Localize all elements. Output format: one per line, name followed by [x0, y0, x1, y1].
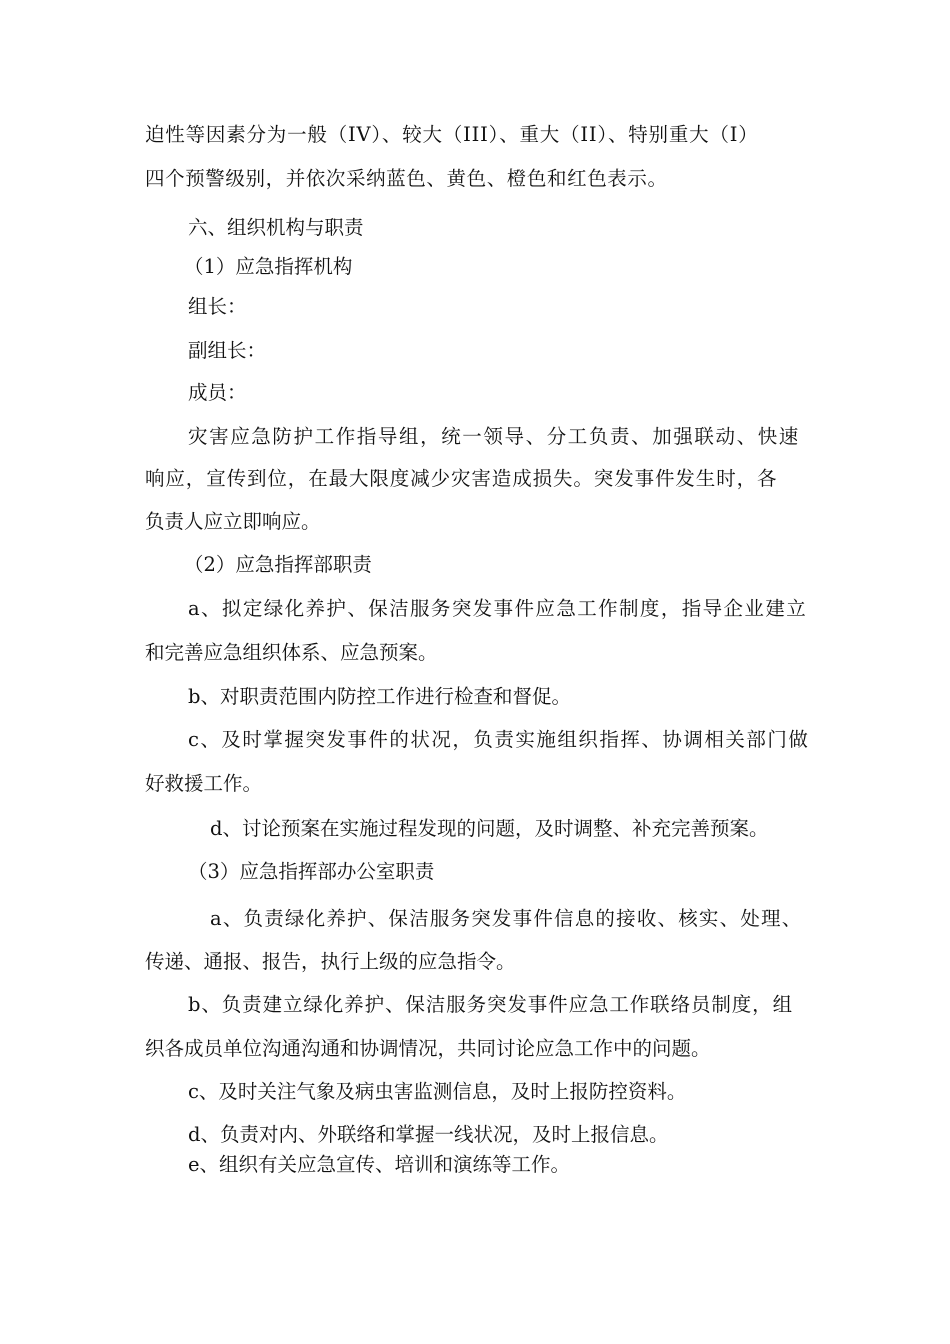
text-line-1: 迫性等因素分为一般（IV）、较大（III）、重大（II）、特别重大（I）: [145, 123, 759, 146]
text-line-24: d、负责对内、外联络和掌握一线状况，及时上报信息。: [188, 1123, 669, 1146]
text-line-2: 四个预警级别，并依次采纳蓝色、黄色、橙色和红色表示。: [145, 167, 668, 190]
text-line-17: d、讨论预案在实施过程发现的问题，及时调整、补充完善预案。: [210, 817, 769, 840]
text-line-21: b、负责建立绿化养护、保洁服务突发事件应急工作联络员制度，组: [188, 993, 793, 1016]
text-line-8: 灾害应急防护工作指导组，统一领导、分工负责、加强联动、快速: [188, 425, 800, 448]
text-line-deputy-leader: 副组长：: [188, 339, 267, 362]
text-line-9: 响应，宣传到位，在最大限度减少灾害造成损失。突发事件发生时，各: [145, 467, 778, 490]
text-line-25: e、组织有关应急宣传、培训和演练等工作。: [188, 1153, 571, 1176]
text-line-22: 织各成员单位沟通沟通和协调情况，共同讨论应急工作中的问题。: [145, 1037, 711, 1060]
text-line-members: 成员：: [188, 381, 247, 404]
text-line-16: 好救援工作。: [145, 772, 263, 795]
text-line-14: b、对职责范围内防控工作进行检查和督促。: [188, 685, 571, 708]
subheading-1: （1）应急指挥机构: [184, 255, 353, 278]
text-line-23: c、及时关注气象及病虫害监测信息，及时上报防控资料。: [188, 1080, 687, 1103]
text-line-leader: 组长：: [188, 295, 247, 318]
subheading-3: （3）应急指挥部办公室职责: [188, 860, 435, 883]
text-line-12: a、拟定绿化养护、保洁服务突发事件应急工作制度，指导企业建立: [188, 597, 808, 620]
text-line-20: 传递、通报、报告，执行上级的应急指令。: [145, 950, 516, 973]
text-line-15: c、及时掌握突发事件的状况，负责实施组织指挥、协调相关部门做: [188, 728, 810, 751]
text-line-10: 负责人应立即响应。: [145, 510, 321, 533]
section-heading-6: 六、组织机构与职责: [188, 216, 364, 239]
text-line-13: 和完善应急组织体系、应急预案。: [145, 641, 438, 664]
text-line-19: a、负责绿化养护、保洁服务突发事件信息的接收、核实、处理、: [210, 907, 803, 930]
subheading-2: （2）应急指挥部职责: [184, 553, 372, 576]
